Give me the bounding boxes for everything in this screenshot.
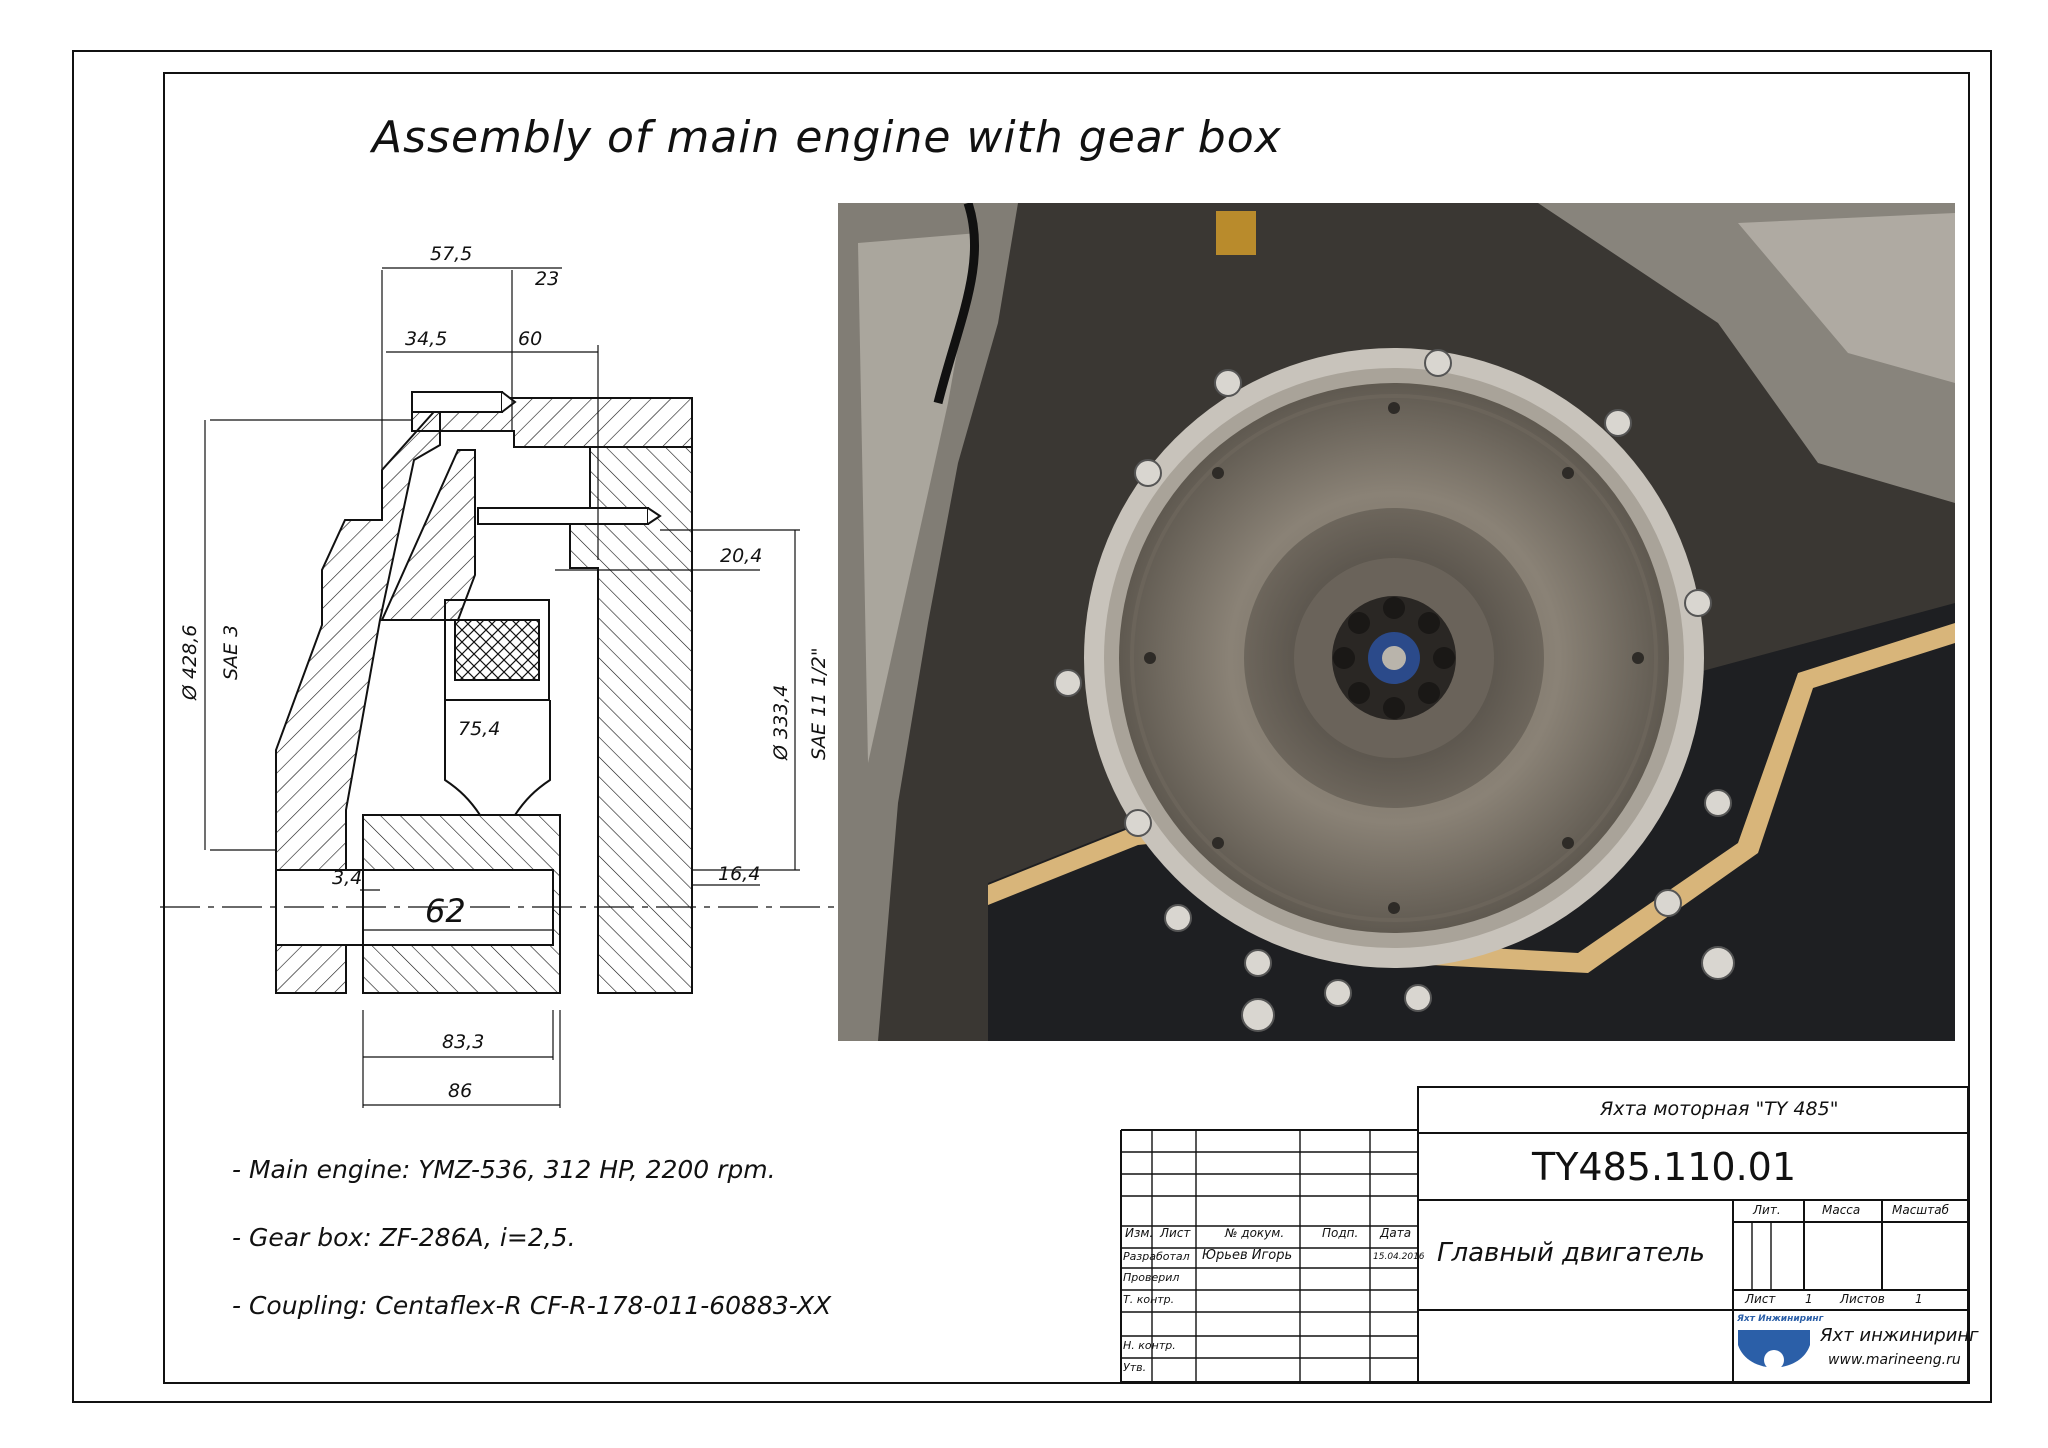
tb-col-sign: Подп.: [1322, 1226, 1359, 1240]
dim-86: 86: [448, 1080, 473, 1102]
tb-row-tcontrol: Т. контр.: [1123, 1293, 1175, 1306]
dim-20-4: 20,4: [720, 545, 763, 567]
tb-scale: Масштаб: [1892, 1203, 1950, 1217]
tb-sheets-label: Листов: [1840, 1292, 1885, 1306]
tb-col-date: Дата: [1380, 1226, 1412, 1240]
company-logo: [1738, 1330, 1810, 1370]
dim-333-4: Ø 333,4: [770, 684, 792, 760]
dim-428-6: Ø 428,6: [179, 624, 201, 700]
tb-row-ncontrol: Н. контр.: [1123, 1339, 1176, 1352]
drawing-title: Assembly of main engine with gear box: [372, 112, 1282, 163]
tb-sheet-label: Лист: [1745, 1292, 1776, 1306]
tb-date: 15.04.2016: [1373, 1252, 1425, 1262]
tb-developer: Юрьев Игорь: [1202, 1248, 1293, 1263]
tb-col-doc: № докум.: [1225, 1226, 1285, 1240]
dim-23: 23: [535, 268, 560, 290]
note-coupling: - Coupling: Centaflex-R CF-R-178-011-60883-XX: [232, 1291, 832, 1320]
tb-doc-number: TY485.110.01: [1532, 1145, 1796, 1189]
dim-34-5: 34,5: [405, 328, 448, 350]
tb-website: www.marineeng.ru: [1828, 1352, 1961, 1368]
tb-row-approved: Утв.: [1123, 1361, 1147, 1374]
tb-sheets-value: 1: [1915, 1292, 1923, 1306]
tb-sheet-value: 1: [1805, 1292, 1813, 1306]
tb-col-izm: Изм.: [1125, 1226, 1154, 1240]
dim-60: 60: [518, 328, 543, 350]
dim-62: 62: [425, 892, 466, 930]
dim-sae-3: SAE 3: [220, 624, 242, 680]
tb-lit: Лит.: [1753, 1203, 1781, 1217]
dim-57-5: 57,5: [430, 243, 473, 265]
tb-project: Яхта моторная "TY 485": [1600, 1098, 1839, 1120]
tb-mass: Масса: [1822, 1203, 1861, 1217]
note-engine: - Main engine: YMZ-536, 312 HP, 2200 rpm.: [232, 1155, 776, 1184]
dim-75-4: 75,4: [458, 718, 501, 740]
tb-part-name: Главный двигатель: [1437, 1238, 1705, 1268]
dim-16-4: 16,4: [718, 863, 761, 885]
dim-83-3: 83,3: [442, 1031, 485, 1053]
tb-company-logo-text: Яхт Инжиниринг: [1737, 1314, 1824, 1324]
tb-row-developed: Разработал: [1123, 1250, 1190, 1263]
tb-row-checked: Проверил: [1123, 1271, 1180, 1284]
tb-col-list: Лист: [1160, 1226, 1191, 1240]
dim-sae-11: SAE 11 1/2": [808, 647, 830, 760]
note-gearbox: - Gear box: ZF-286A, i=2,5.: [232, 1223, 576, 1252]
dim-3-4: 3,4: [332, 867, 363, 889]
tb-company: Яхт инжиниринг: [1820, 1325, 1979, 1346]
